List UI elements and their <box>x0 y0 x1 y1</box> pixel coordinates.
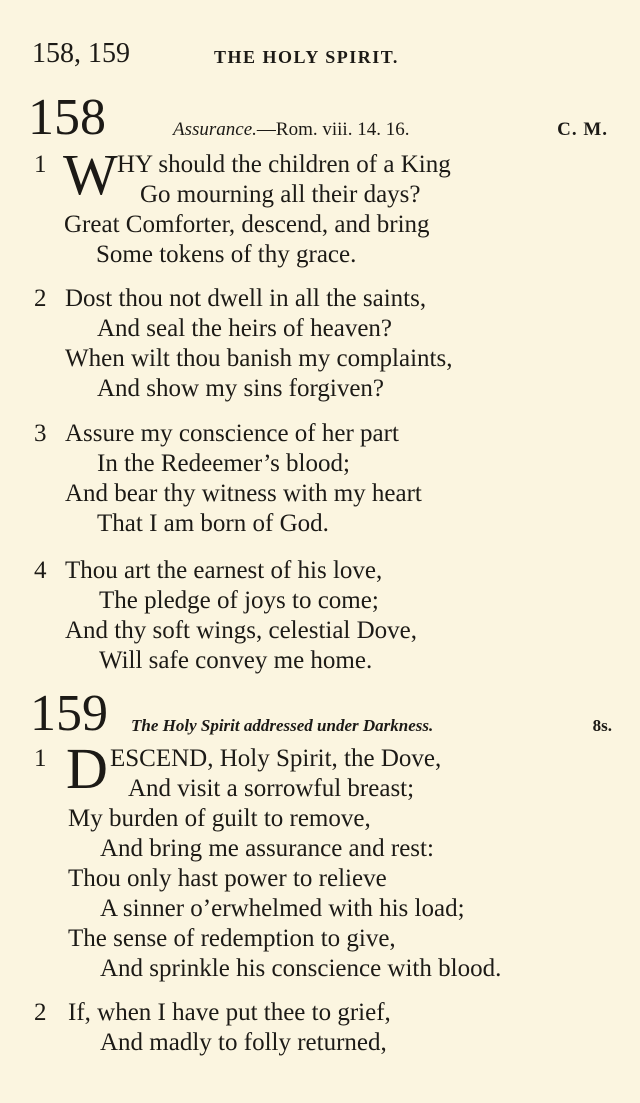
verse-line: The sense of redemption to give, <box>68 925 396 952</box>
verse-line: Great Comforter, descend, and bring <box>64 211 430 238</box>
verse-line: And show my sins forgiven? <box>97 375 385 402</box>
verse-number: 3 <box>34 420 47 447</box>
hymn-title <box>173 119 409 141</box>
verse-line: Go mourning all their days? <box>140 181 421 208</box>
verse-number: 4 <box>34 557 47 584</box>
verse-number: 1 <box>34 151 47 178</box>
verse-line: The pledge of joys to come; <box>99 587 379 614</box>
hymn-title-italic: Assurance. <box>173 119 257 140</box>
verse-line: When wilt thou banish my complaints, <box>65 345 453 372</box>
verse-line: In the Redeemer’s blood; <box>97 450 350 477</box>
drop-cap: W <box>63 142 118 207</box>
verse-line: If, when I have put thee to grief, <box>68 999 391 1026</box>
hymn-number: 159 <box>30 685 108 742</box>
verse-line: ESCEND, Holy Spirit, the Dove, <box>110 745 442 772</box>
verse-line: Dost thou not dwell in all the saints, <box>65 285 427 312</box>
verse-line: And madly to folly returned, <box>100 1029 387 1056</box>
hymn-meter: C. M. <box>557 119 608 140</box>
verse-line: And bring me assurance and rest: <box>100 835 434 862</box>
page-numbers: 158, 159 <box>32 38 130 69</box>
verse-line: That I am born of God. <box>97 510 329 537</box>
verse-line: And sprinkle his conscience with blood. <box>100 955 502 982</box>
verse-line: HY should the children of a King <box>117 151 451 178</box>
verse-line: My burden of guilt to remove, <box>68 805 371 832</box>
verse-line: Will safe convey me home. <box>99 647 373 674</box>
drop-cap: D <box>66 736 108 801</box>
section-title: THE HOLY SPIRIT. <box>214 47 399 67</box>
verse-line: A sinner o’erwhelmed with his load; <box>100 895 465 922</box>
verse-number: 1 <box>34 745 47 772</box>
hymn-number: 158 <box>28 89 106 146</box>
hymn-158-header <box>28 89 618 148</box>
running-head <box>32 38 452 72</box>
verse-number: 2 <box>34 999 47 1026</box>
verse-line: And visit a sorrowful breast; <box>128 775 415 802</box>
hymn-title-reference: —Rom. viii. 14. 16. <box>256 119 410 140</box>
verse-line: And bear thy witness with my heart <box>65 480 422 507</box>
verse-line: And seal the heirs of heaven? <box>97 315 393 342</box>
verse-line: And thy soft wings, celestial Dove, <box>65 617 418 644</box>
verse-line: Assure my conscience of her part <box>65 420 399 447</box>
hymn-title: The Holy Spirit addressed under Darkness. <box>131 716 434 735</box>
verse-line: Thou art the earnest of his love, <box>65 557 383 584</box>
hymn-meter: 8s. <box>592 716 612 735</box>
verse-line: Thou only hast power to relieve <box>68 865 387 892</box>
verse-number: 2 <box>34 285 47 312</box>
hymn-159-header <box>30 685 618 744</box>
verse-line: Some tokens of thy grace. <box>96 241 357 268</box>
